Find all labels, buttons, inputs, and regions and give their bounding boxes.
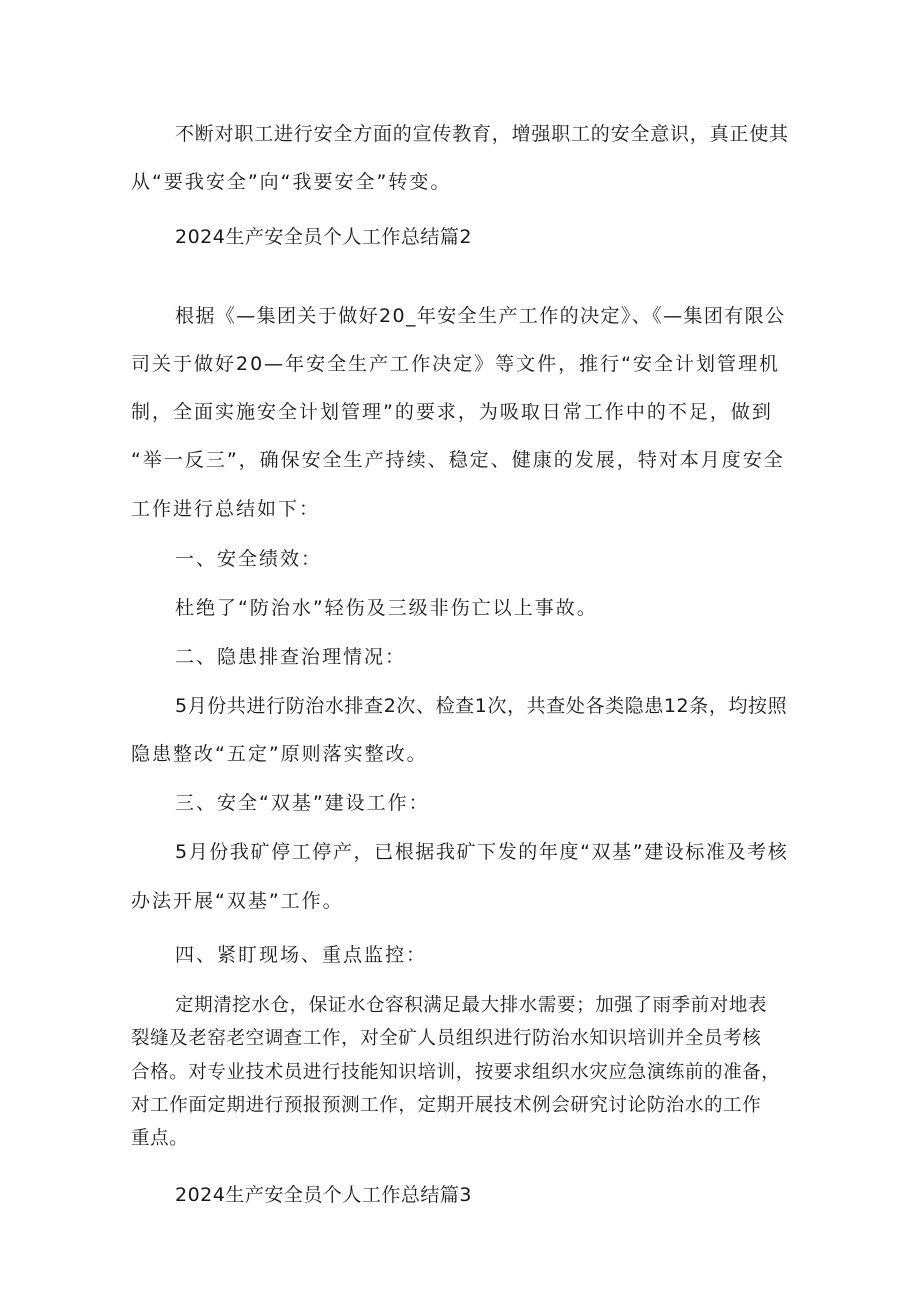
paragraph-line: 合格。对专业技术员进行技能知识培训，按要求组织水灾应急演练前的准备， <box>131 1062 781 1083</box>
paragraph-line: 司关于做好20—年安全生产工作决定》等文件，推行“安全计划管理机 <box>131 353 781 375</box>
paragraph-line: 根据《—集团关于做好20_年安全生产工作的决定》、《—集团有限公 <box>175 305 786 327</box>
paragraph-line: 对工作面定期进行预报预测工作，定期开展技术例会研究讨论防治水的工作 <box>131 1095 762 1116</box>
subheading: 二、隐患排查治理情况： <box>175 646 407 668</box>
paragraph-line: 不断对职工进行安全方面的宣传教育，增强职工的安全意识，真正使其 <box>175 123 789 145</box>
paragraph-line: 裂缝及老窑老空调查工作，对全矿人员组织进行防治水知识培训并全员考核 <box>131 1028 762 1049</box>
paragraph-line: 制，全面实施安全计划管理”的要求，为吸取日常工作中的不足，做到 <box>131 401 773 423</box>
paragraph-line: 5月份我矿停工停产，已根据我矿下发的年度“双基”建设标准及考核 <box>175 841 789 863</box>
paragraph-line: 重点。 <box>131 1128 189 1149</box>
subheading: 一、安全绩效： <box>175 548 323 570</box>
paragraph-line: 定期清挖水仓，保证水仓容积满足最大排水需要；加强了雨季前对地表 <box>175 995 768 1016</box>
paragraph-line: 杜绝了“防治水”轻伤及三级非伤亡以上事故。 <box>175 597 598 619</box>
paragraph-line: 办法开展“双基”工作。 <box>131 890 344 912</box>
subheading: 四、紧盯现场、重点监控： <box>175 944 428 966</box>
section-heading: 2024生产安全员个人工作总结篇3 <box>175 1184 472 1206</box>
paragraph-line: “举一反三”，确保安全生产持续、稳定、健康的发展，特对本月度安全 <box>131 449 785 471</box>
paragraph-line: 5月份共进行防治水排查2次、检查1次，共查处各类隐患12条，均按照 <box>175 695 788 717</box>
section-heading: 2024生产安全员个人工作总结篇2 <box>175 226 472 248</box>
paragraph-line: 工作进行总结如下： <box>131 498 321 520</box>
paragraph-line: 从“要我安全”向“我要安全”转变。 <box>131 171 452 193</box>
paragraph-line: 隐患整改“五定”原则落实整改。 <box>131 743 428 765</box>
subheading: 三、安全“双基”建设工作： <box>175 792 430 814</box>
